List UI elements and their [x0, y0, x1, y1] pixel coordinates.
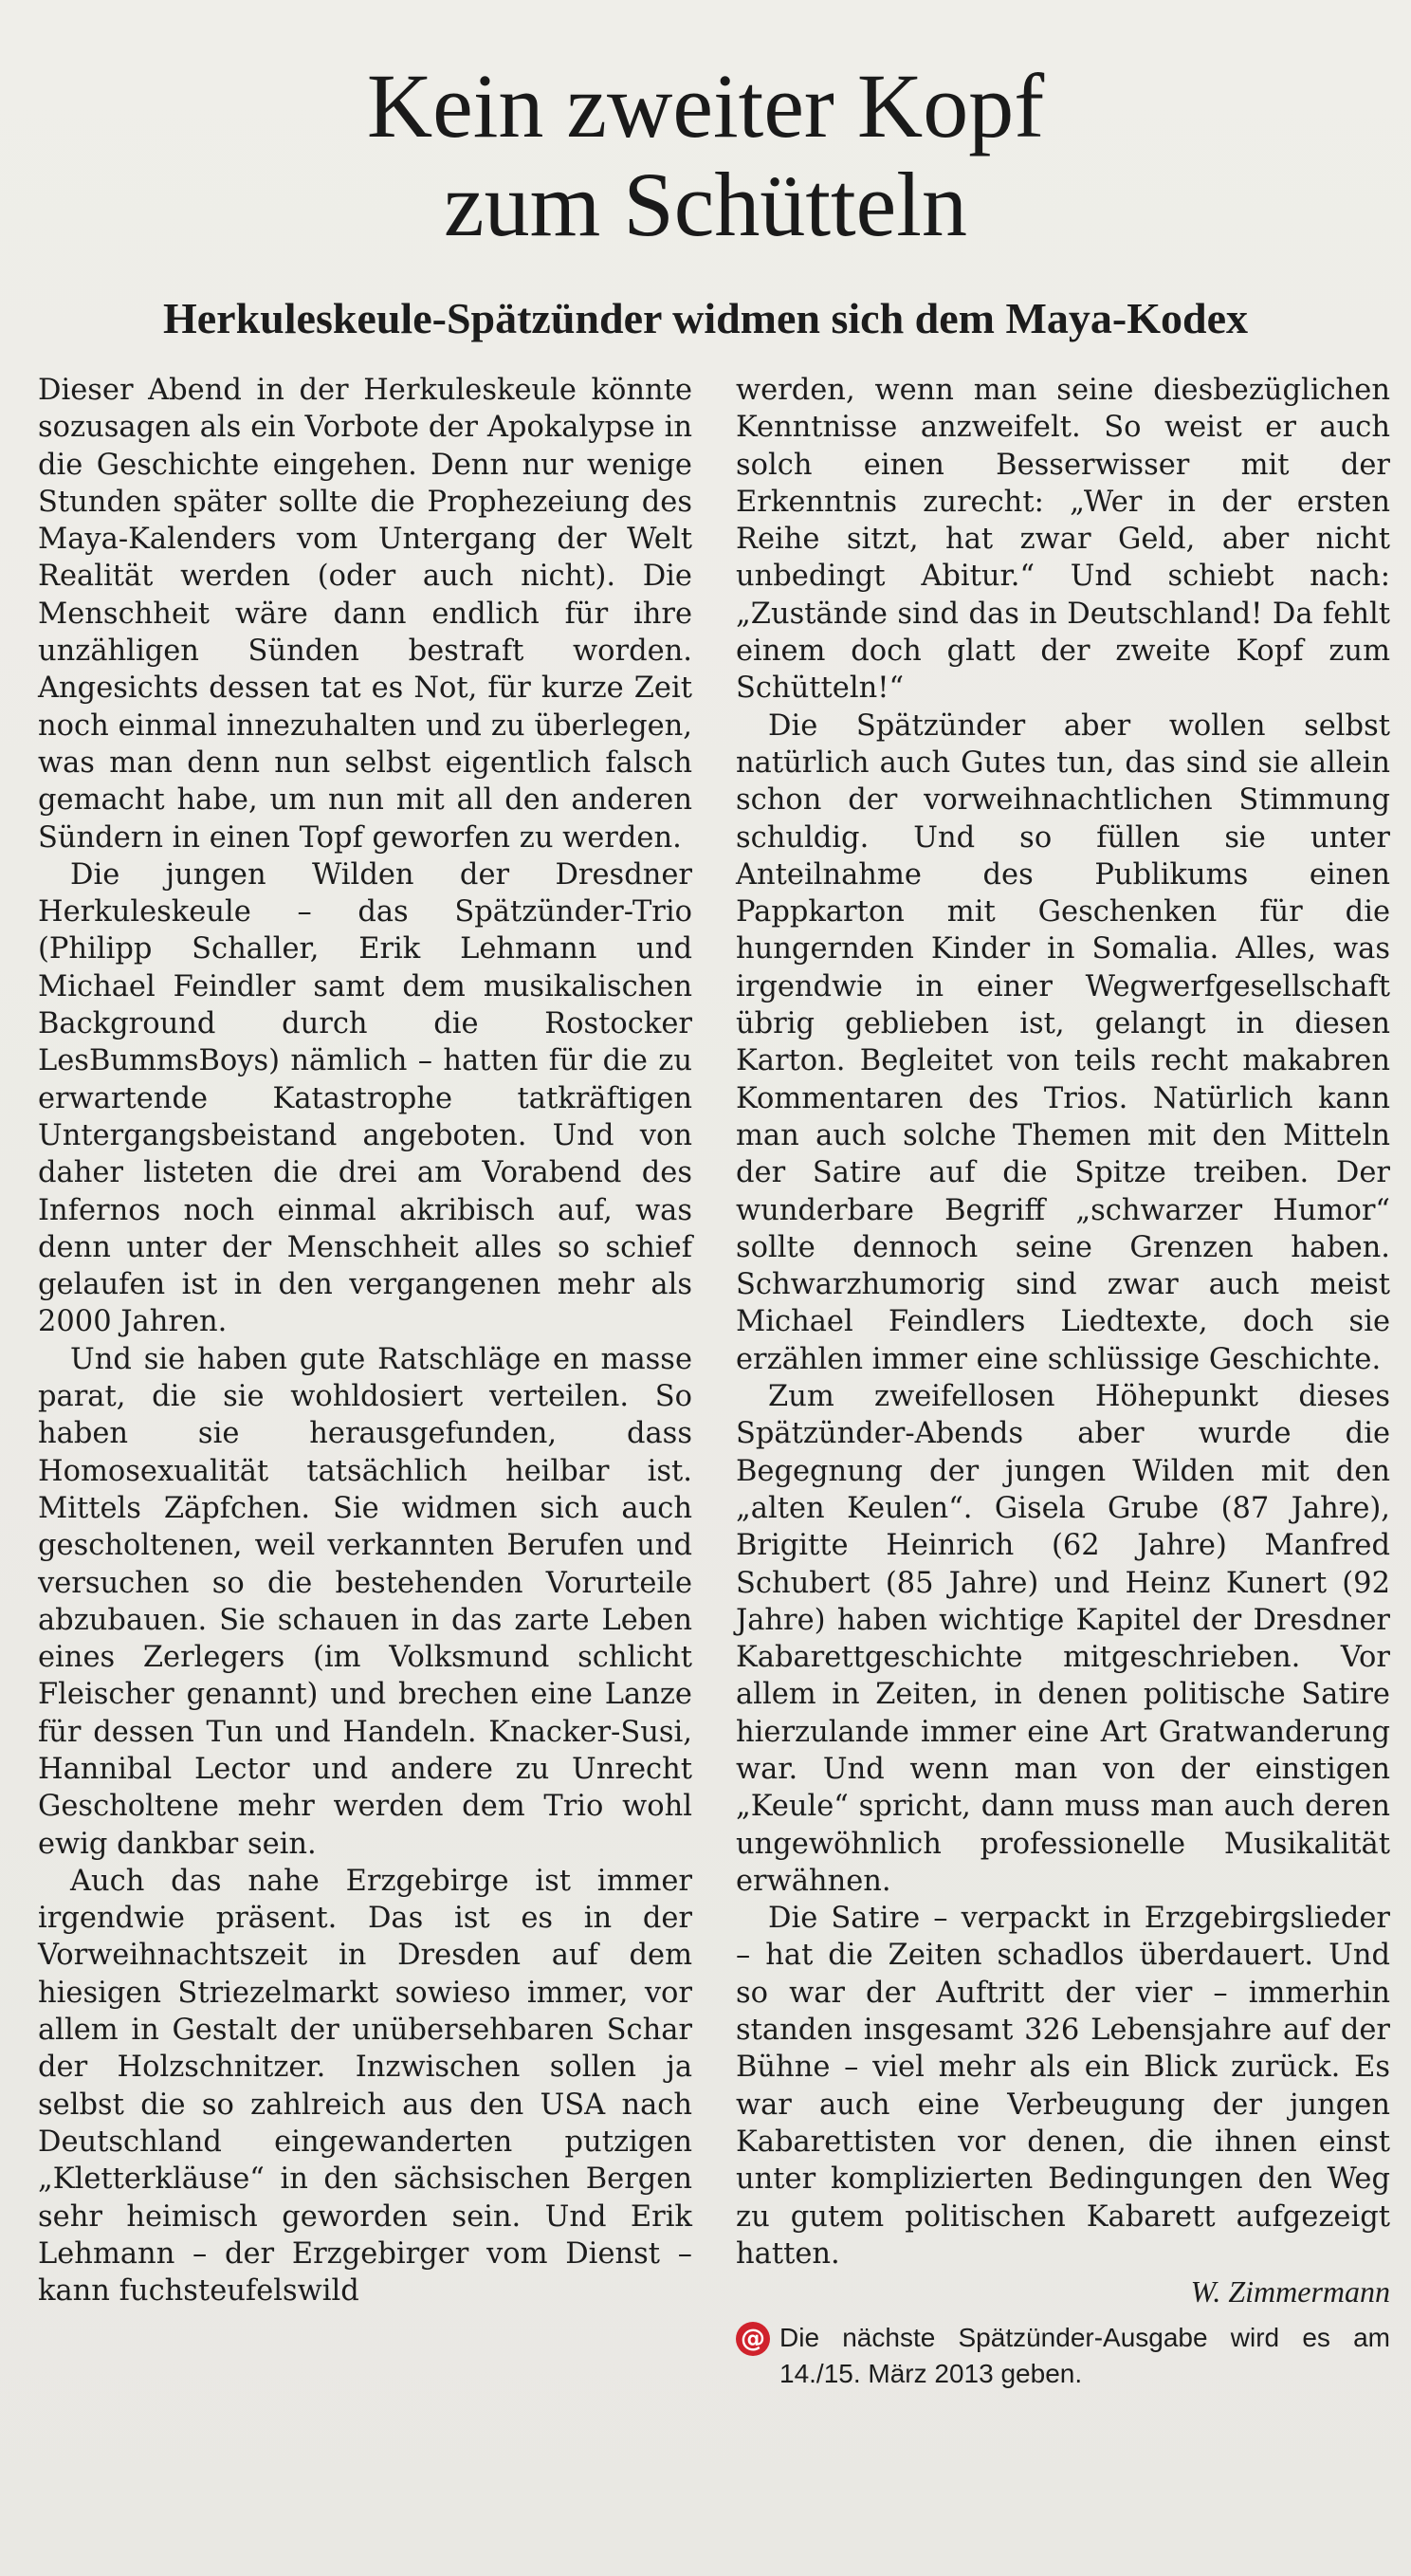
- headline: [0, 57, 1411, 254]
- paragraph: Zum zweifellosen Höhepunkt dieses Spätzünder-Abends aber wurde die Begegnung der jungen Wilden mit den „alten Keulen“. Gisela Grube (87 Jahre), Brigitte Heinrich (62 Jahre) Manfred Schubert (85 Jahre) und Heinz Kunert (92 Jahre) haben wichtige Kapitel der Dresdner Kabarettgeschichte mitgeschrieben. Vor allem in Zeiten, in denen politische Satire hierzulande immer eine Art Gratwanderung war. Und wenn man von der einstigen „Keule“ spricht, dann muss man auch deren ungewöhnlich professionelle Musikalität erwähnen.: [736, 1380, 1390, 1898]
- article-column-right: [736, 372, 1390, 2392]
- paragraph: Die Spätzünder aber wollen selbst natürlich auch Gutes tun, das sind sie allein schon der vorweihnachtlichen Stimmung schuldig. Und so füllen sie unter Anteilnahme des Publikums einen Pappkarton mit Geschenken für die hungernden Kinder in Somalia. Alles, was irgendwie in einer Wegwerfgesellschaft übrig geblieben ist, gelangt in diesen Karton. Begleitet von teils recht makabren Kommentaren des Trios. Natürlich kann man auch solche Themen mit den Mitteln der Satire auf die Spitze treiben. Der wunderbare Begriff „schwarzer Humor“ sollte dennoch seine Grenzen haben. Schwarzhumorig sind zwar auch meist Michael Feindlers Liedtexte, doch sie erzählen immer eine schlüssige Geschichte.: [736, 708, 1390, 1376]
- subtitle: Herkuleskeule-Spätzünder widmen sich dem Maya-Kodex: [162, 294, 1249, 342]
- headline-line-1: Kein zweiter Kopf: [366, 55, 1045, 156]
- at-sign-icon: @: [736, 2322, 770, 2356]
- info-note: [736, 2320, 1390, 2392]
- paragraph: Auch das nahe Erzgebirge ist immer irgendwie präsent. Das ist es in der Vorweihnachtszeit in Dresden auf dem hiesigen Striezelmarkt sowieso immer, vor allem in Gestalt der unübersehbaren Schar der Holzschnitzer. Inzwischen sollen ja selbst die so zahlreich aus den USA nach Deutschland eingewanderten putzigen „Kletterkläuse“ in den sächsischen Bergen sehr heimisch geworden sein. Und Erik Lehmann – der Erzgebirger vom Dienst – kann fuchsteufelswild: [38, 1864, 692, 2309]
- info-note-text: Die nächste Spätzünder-Ausgabe wird es am 14./15. März 2013 geben.: [779, 2323, 1390, 2389]
- headline-line-2: zum Schütteln: [444, 154, 967, 255]
- paragraph: Die Satire – verpackt in Erzgebirgslieder – hat die Zeiten schadlos überdauert. Und so war der Auftritt der vier – immerhin standen insgesamt 326 Lebensjahre auf der Bühne – viel mehr als ein Blick zurück. Es war auch eine Verbeugung der jungen Kabarettisten vor denen, die ihnen einst unter komplizierten Bedingungen den Weg zu gutem politischen Kabarett aufgezeigt hatten.: [736, 1902, 1390, 2271]
- paragraph: Die jungen Wilden der Dresdner Herkuleskeule – das Spätzünder-Trio (Philipp Schaller, Erik Lehmann und Michael Feindler samt dem musikalischen Background durch die Rostocker LesBummsBoys) nämlich – hatten für die zu erwartende Katastrophe tatkräftigen Untergangsbeistand angeboten. Und von daher listeten die drei am Vorabend des Infernos noch einmal akribisch auf, was denn unter der Menschheit alles so schief gelaufen ist in den vergangenen mehr als 2000 Jahren.: [38, 857, 692, 1339]
- paragraph: Und sie haben gute Ratschläge en masse parat, die sie wohldosiert verteilen. So haben sie herausgefunden, dass Homosexualität tatsächlich heilbar ist. Mittels Zäpfchen. Sie widmen sich auch gescholtenen, weil verkannten Berufen und versuchen so die bestehenden Vorurteile abzubauen. Sie schauen in das zarte Leben eines Zerlegers (im Volksmund schlicht Fleischer genannt) und brechen eine Lanze für dessen Tun und Handeln. Knacker-Susi, Hannibal Lector und andere zu Unrecht Gescholtene mehr werden dem Trio wohl ewig dankbar sein.: [38, 1342, 692, 1861]
- paragraph: werden, wenn man seine diesbezüglichen Kenntnisse anzweifelt. So weist er auch solch einen Besserwisser mit der Erkenntnis zurecht: „Wer in der ersten Reihe sitzt, hat zwar Geld, aber nicht unbedingt Abitur.“ Und schiebt nach: „Zustände sind das in Deutschland! Da fehlt einem doch glatt der zweite Kopf zum Schütteln!“: [736, 374, 1390, 706]
- paragraph: Dieser Abend in der Herkuleskeule könnte sozusagen als ein Vorbote der Apokalypse in die Geschichte eingehen. Denn nur wenige Stunden später sollte die Prophezeiung des Maya-Kalenders vom Untergang der Welt Realität werden (oder auch nicht). Die Menschheit wäre dann endlich für ihre unzähligen Sünden bestraft worden. Angesichts dessen tat es Not, für kurze Zeit noch einmal innezuhalten und zu überlegen, was man denn nun selbst eigentlich falsch gemacht habe, um nun mit all den anderen Sündern in einen Topf geworfen zu werden.: [38, 374, 692, 855]
- author-byline: W. Zimmermann: [1190, 2274, 1390, 2309]
- article-column-left: [38, 372, 692, 2309]
